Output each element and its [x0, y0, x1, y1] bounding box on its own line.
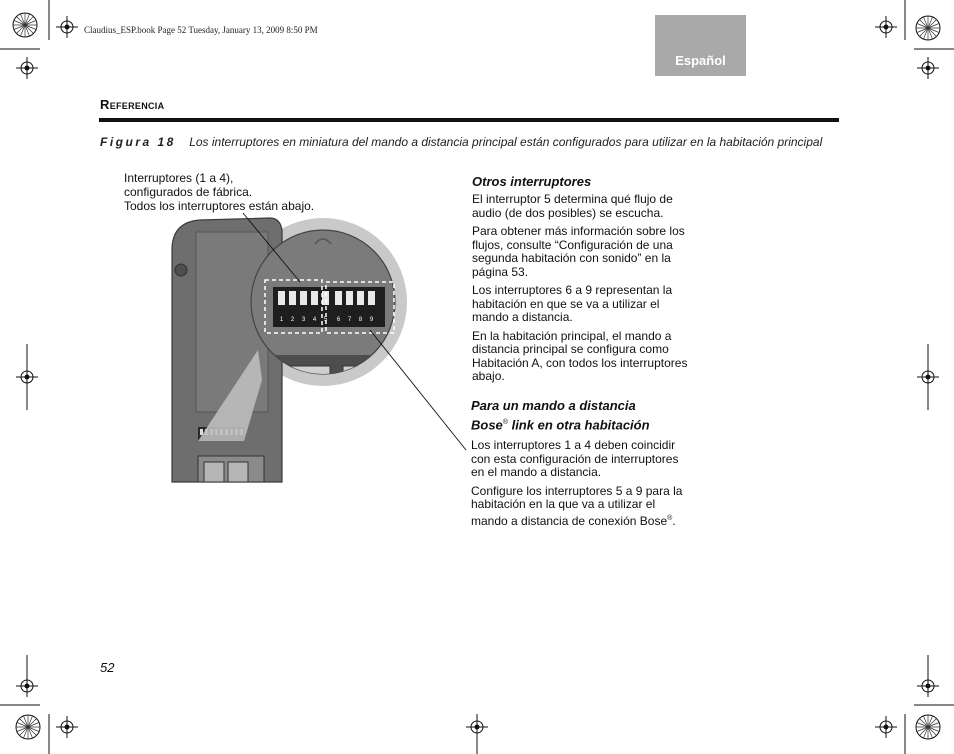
link-heading-bose: Bose	[471, 417, 503, 433]
registration-mark-icon	[56, 716, 78, 738]
registration-mark-icon	[917, 57, 939, 79]
registration-star-icon	[13, 13, 37, 37]
switch-number: 4	[312, 317, 317, 323]
figure-caption	[100, 135, 822, 149]
otros-section	[472, 173, 692, 384]
paragraph: Los interruptores 6 a 9 representan la habitación en que se va a utilizar el mando a distancia.	[472, 283, 673, 324]
figure-label: Figura 18	[100, 135, 176, 149]
paragraph	[471, 485, 693, 529]
section-rule	[99, 118, 839, 122]
figure-caption-text: Los interruptores en miniatura del mando a distancia principal están configurados para utilizar en la habitación principal	[189, 135, 823, 149]
callout-line: Interruptores (1 a 4),	[124, 171, 234, 185]
registered-mark: ®	[502, 419, 508, 426]
page-number: 52	[100, 660, 115, 675]
switch-number: 6	[336, 317, 341, 323]
language-label: Español	[675, 53, 726, 68]
link-heading-rest: link en otra habitación	[507, 417, 650, 433]
registration-star-icon	[16, 715, 40, 739]
otros-heading: Otros interruptores	[472, 174, 592, 189]
link-section	[471, 397, 693, 528]
switch-number: 8	[358, 317, 363, 323]
registered-mark: ®	[667, 514, 673, 522]
paragraph: El interruptor 5 determina qué flujo de audio (de dos posibles) se escucha.	[472, 192, 673, 220]
switch-callout	[124, 171, 314, 213]
switch-number: 2	[290, 317, 295, 323]
registration-mark-icon	[875, 716, 897, 738]
registration-star-icon	[916, 16, 940, 40]
print-slug: Claudius_ESP.book Page 52 Tuesday, January 13, 2009 8:50 PM	[84, 25, 318, 35]
switch-number: 9	[369, 317, 374, 323]
language-tab	[655, 15, 746, 76]
registration-mark-icon	[56, 16, 78, 38]
link-heading-line1: Para un mando a distancia	[471, 398, 636, 413]
callout-line: configurados de fábrica.	[124, 185, 253, 199]
switch-number: 5	[323, 317, 328, 323]
section-title-text: Referencia	[100, 97, 165, 112]
switch-number: 3	[301, 317, 306, 323]
remote-illustration	[172, 213, 466, 482]
registration-mark-icon	[16, 57, 38, 79]
paragraph: Los interruptores 1 a 4 deben coincidir con esta configuración de interruptores en el mando a distancia.	[471, 438, 679, 480]
switch-number: 1	[279, 317, 284, 323]
paragraph-end: .	[672, 513, 676, 528]
switch-number: 7	[347, 317, 352, 323]
paragraph: Para obtener más información sobre los flujos, consulte “Configuración de una segunda habitación con sonido” en la página 53.	[472, 224, 685, 279]
paragraph-text: Configure los interruptores 5 a 9 para la habitación en la que va a utilizar el mando a distancia de conexión Bose	[471, 483, 683, 528]
section-title	[100, 97, 164, 112]
paragraph: En la habitación principal, el mando a distancia principal se configura como Habitación A, con todos los interruptores abajo.	[472, 328, 688, 383]
callout-line: Todos los interruptores están abajo.	[124, 199, 315, 213]
registration-mark-icon	[875, 16, 897, 38]
registration-star-icon	[916, 715, 940, 739]
link-heading	[471, 397, 693, 433]
